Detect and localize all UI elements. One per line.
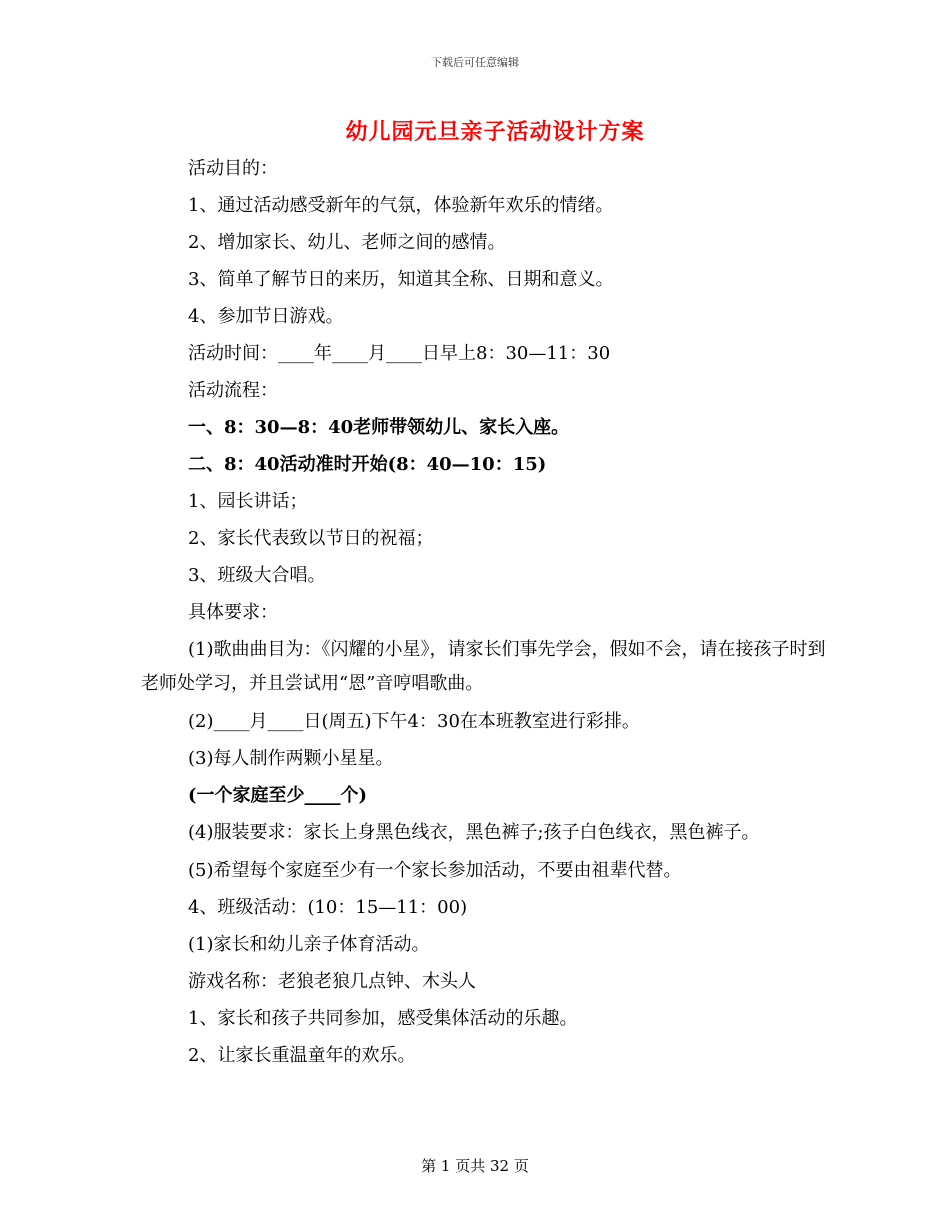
header-note: 下载后可任意编辑 (431, 56, 519, 69)
paragraph: (3)每人制作两颗小星星。 (188, 748, 394, 769)
paragraph: 3、简单了解节日的来历，知道其全称、日期和意义。 (188, 269, 614, 290)
paragraph: (1)歌曲曲目为：《闪耀的小星》，请家长们事先学会，假如不会，请在接孩子时到老师处学习，并且尝试用“恩”音哼唱歌曲。 (141, 639, 826, 694)
paragraph: 二、8：40活动准时开始(8：40—10：15) (188, 454, 547, 475)
paragraph: 一、8：30—8：40老师带领幼儿、家长入座。 (188, 417, 570, 438)
document-title: 幼儿园元旦亲子活动设计方案 (345, 119, 645, 145)
paragraph: 1、园长讲话； (188, 491, 308, 512)
paragraph: 活动时间：____年____月____日早上8：30—11：30 (188, 343, 611, 364)
paragraph: 1、家长和孩子共同参加，感受集体活动的乐趣。 (188, 1008, 578, 1029)
paragraph: 2、家长代表致以节日的祝福； (188, 528, 434, 549)
paragraph: 活动目的： (188, 158, 278, 179)
paragraph: 4、班级活动：(10：15—11：00) (188, 897, 468, 918)
document-body (141, 150, 831, 1074)
paragraph: (4)服装要求：家长上身黑色线衣，黑色裤子;孩子白色线衣，黑色裤子。 (188, 822, 760, 843)
paragraph: 具体要求： (188, 602, 278, 623)
paragraph: 游戏名称：老狼老狼几点钟、木头人 (188, 971, 476, 992)
paragraph: 活动流程： (188, 380, 278, 401)
paragraph: (5)希望每个家庭至少有一个家长参加活动，不要由祖辈代替。 (188, 860, 682, 881)
paragraph: 3、班级大合唱。 (188, 565, 326, 586)
paragraph: 2、增加家长、幼儿、老师之间的感情。 (188, 232, 506, 253)
paragraph: 1、通过活动感受新年的气氛，体验新年欢乐的情绪。 (188, 195, 614, 216)
paragraph: (一个家庭至少____个) (188, 785, 368, 806)
paragraph: (1)家长和幼儿亲子体育活动。 (188, 934, 430, 955)
paragraph: 4、参加节日游戏。 (188, 306, 344, 327)
paragraph: (2)____月____日(周五)下午4：30在本班教室进行彩排。 (188, 711, 640, 732)
page-footer: 第 1 页共 32 页 (421, 1157, 529, 1175)
paragraph: 2、让家长重温童年的欢乐。 (188, 1045, 416, 1066)
